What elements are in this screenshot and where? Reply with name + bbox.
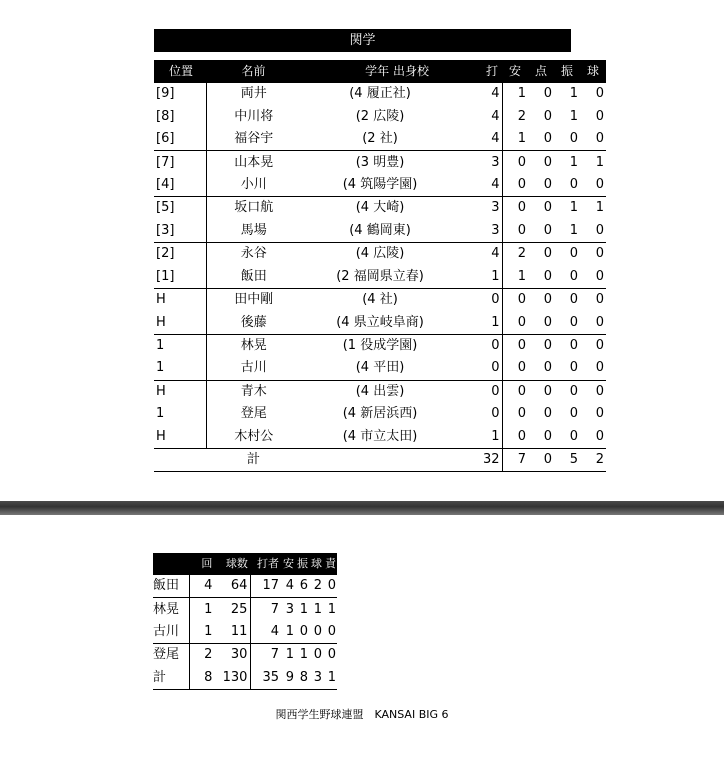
batter-school: (2 広陵)	[355, 108, 405, 124]
batter-rbi: 0	[528, 288, 554, 311]
batter-position: H	[156, 428, 166, 444]
total-hits: 7	[502, 449, 528, 472]
batter-at-bats: 1	[459, 311, 502, 334]
batter-hits: 1	[517, 268, 526, 284]
batter-hits: 2	[502, 243, 528, 266]
pitcher-row	[153, 644, 337, 667]
batter-hits: 0	[502, 288, 528, 311]
batter-strikeouts: 0	[554, 334, 580, 357]
batter-school: (2 福岡県立春)	[336, 268, 424, 284]
batter-position: [2]	[154, 243, 206, 266]
batter-name: 坂口航	[206, 197, 301, 220]
batter-hits: 0	[517, 176, 526, 192]
pitcher-pitch-count: 11	[215, 621, 251, 644]
batter-walks: 0	[580, 243, 606, 266]
batter-name: 永谷	[206, 243, 301, 266]
pitcher-name: 林晃	[153, 598, 190, 621]
batter-hits: 0	[517, 360, 526, 376]
header-walks: 球	[309, 553, 323, 575]
batter-name: 馬場	[206, 220, 301, 243]
header-pitcher	[153, 553, 190, 575]
header-hits-allowed: 安	[281, 553, 295, 575]
header-hits: 安	[502, 60, 528, 83]
batter-position: [7]	[154, 151, 206, 174]
total-at-bats: 32	[459, 449, 502, 472]
batter-row	[154, 151, 606, 174]
batter-school: (2 社)	[362, 131, 398, 147]
batter-rbi: 0	[528, 197, 554, 220]
pitcher-batters-faced: 35	[251, 667, 281, 690]
batter-name: 後藤	[206, 311, 301, 334]
pitcher-name: 計	[153, 667, 190, 690]
pitcher-name: 登尾	[153, 644, 190, 667]
batter-walks: 0	[580, 83, 606, 106]
batter-walks: 0	[595, 268, 604, 284]
batter-school: (4 新居浜西)	[342, 406, 418, 422]
total-spacer	[301, 449, 459, 472]
batter-school: (4 筑陽学園)	[342, 176, 418, 192]
pitcher-hits: 4	[281, 575, 295, 598]
batter-rbi: 0	[543, 314, 552, 330]
header-batters-faced: 打者	[251, 553, 281, 575]
batter-walks: 0	[580, 288, 606, 311]
batter-row	[154, 197, 606, 220]
batter-position: [3]	[156, 222, 175, 238]
batter-walks: 0	[580, 380, 606, 403]
batter-row	[154, 105, 606, 127]
batter-name: 木村公	[206, 426, 301, 449]
pitcher-strikeouts: 1	[299, 647, 308, 663]
batter-walks: 0	[580, 334, 606, 357]
batter-rbi: 0	[528, 243, 554, 266]
pitcher-strikeouts: 1	[299, 601, 308, 617]
pitcher-walks: 0	[313, 647, 322, 663]
batter-row	[154, 380, 606, 403]
batter-at-bats: 0	[459, 288, 502, 311]
pitcher-walks: 3	[309, 667, 323, 690]
batter-rbi: 0	[543, 131, 552, 147]
pitcher-walks: 0	[309, 621, 323, 644]
pitcher-earned-runs: 0	[327, 647, 336, 663]
batter-rbi: 0	[543, 176, 552, 192]
batter-walks: 0	[595, 314, 604, 330]
pitcher-hits: 1	[285, 647, 294, 663]
batter-school: (4 履正社)	[301, 83, 459, 106]
batter-strikeouts: 0	[569, 360, 578, 376]
batter-position: [9]	[154, 83, 206, 106]
pitching-total-row	[153, 667, 337, 690]
batter-school: (4 社)	[301, 288, 459, 311]
pitcher-strikeouts: 0	[295, 621, 309, 644]
batter-position: [6]	[156, 131, 175, 147]
batter-rbi: 0	[528, 380, 554, 403]
batter-row	[154, 403, 606, 425]
header-strikeouts: 振	[295, 553, 309, 575]
batter-at-bats: 0	[459, 334, 502, 357]
batter-row	[154, 334, 606, 357]
pitcher-innings: 8	[190, 667, 216, 690]
section-divider	[0, 501, 724, 515]
pitcher-innings: 1	[204, 601, 213, 617]
batter-at-bats: 3	[459, 220, 502, 243]
pitcher-pitch-count: 30	[215, 644, 251, 667]
batter-name: 青木	[206, 380, 301, 403]
batter-school: (4 市立太田)	[342, 428, 418, 444]
batter-row	[154, 357, 606, 380]
batter-rbi: 0	[543, 360, 552, 376]
batter-walks: 1	[580, 151, 606, 174]
batting-header-row	[154, 60, 606, 83]
batter-strikeouts: 1	[569, 108, 578, 124]
pitcher-innings: 2	[204, 647, 213, 663]
batter-row	[154, 220, 606, 243]
header-name: 名前	[206, 60, 301, 83]
header-earned-runs: 責	[323, 553, 337, 575]
batter-at-bats: 3	[459, 151, 502, 174]
pitcher-earned-runs: 1	[327, 601, 336, 617]
pitcher-walks: 2	[309, 575, 323, 598]
pitcher-earned-runs: 0	[323, 575, 337, 598]
pitcher-name: 飯田	[153, 575, 190, 598]
batter-hits: 0	[502, 197, 528, 220]
pitcher-hits: 1	[281, 621, 295, 644]
pitcher-batters-faced: 4	[251, 621, 281, 644]
batter-at-bats: 1	[459, 426, 502, 449]
pitcher-walks: 1	[313, 601, 322, 617]
batter-hits: 0	[502, 151, 528, 174]
batter-rbi: 0	[543, 108, 552, 124]
batter-school: (1 役成学園)	[301, 334, 459, 357]
batter-strikeouts: 0	[569, 131, 578, 147]
footer-credit: 関西学生野球連盟 KANSAI BIG 6	[275, 708, 449, 721]
batter-row	[154, 128, 606, 151]
total-spacer	[154, 449, 206, 472]
pitcher-row	[153, 621, 337, 644]
batter-rbi: 0	[528, 83, 554, 106]
batter-rbi: 0	[528, 151, 554, 174]
batter-position: [8]	[156, 108, 175, 124]
pitcher-hits: 9	[281, 667, 295, 690]
batter-walks: 1	[580, 197, 606, 220]
pitcher-batters-faced: 17	[251, 575, 281, 598]
batter-hits: 2	[517, 108, 526, 124]
batter-position: 1	[156, 406, 165, 422]
batter-row	[154, 311, 606, 334]
total-rbi: 0	[528, 449, 554, 472]
header-walks: 球	[580, 60, 606, 83]
batter-at-bats: 1	[459, 266, 502, 289]
pitcher-innings: 1	[190, 621, 216, 644]
batter-strikeouts: 0	[569, 268, 578, 284]
batter-position: [5]	[154, 197, 206, 220]
batter-walks: 0	[595, 406, 604, 422]
batter-at-bats: 3	[459, 197, 502, 220]
batter-name: 小川	[206, 174, 301, 197]
batter-name: 林晃	[206, 334, 301, 357]
batter-hits: 0	[502, 380, 528, 403]
batter-hits: 0	[502, 334, 528, 357]
batter-strikeouts: 1	[554, 83, 580, 106]
batter-hits: 0	[517, 406, 526, 422]
batter-position: H	[154, 380, 206, 403]
batter-position: H	[156, 314, 166, 330]
batter-school: (4 出雲)	[301, 380, 459, 403]
pitcher-strikeouts: 6	[295, 575, 309, 598]
batter-row	[154, 288, 606, 311]
batter-walks: 0	[595, 428, 604, 444]
header-pitch-count: 球数	[215, 553, 251, 575]
batter-at-bats: 4	[459, 83, 502, 106]
batter-strikeouts: 1	[569, 222, 578, 238]
batter-school: (4 平田)	[355, 360, 405, 376]
batter-strikeouts: 0	[554, 243, 580, 266]
batter-name: 古川	[206, 357, 301, 380]
pitcher-earned-runs: 0	[323, 621, 337, 644]
batter-school: (4 広陵)	[301, 243, 459, 266]
batter-walks: 0	[595, 131, 604, 147]
pitching-table	[153, 553, 337, 690]
batter-name: 福谷宇	[206, 128, 301, 151]
pitcher-pitch-count: 25	[215, 598, 251, 621]
batter-position: H	[154, 288, 206, 311]
batter-position: 1	[156, 360, 165, 376]
batter-strikeouts: 0	[554, 288, 580, 311]
header-innings: 回	[190, 553, 216, 575]
batter-row	[154, 266, 606, 289]
batter-school: (3 明豊)	[301, 151, 459, 174]
batter-walks: 0	[595, 108, 604, 124]
batter-name: 中川将	[206, 105, 301, 127]
header-position: 位置	[154, 60, 206, 83]
total-walks: 2	[580, 449, 606, 472]
batter-position: [1]	[156, 268, 175, 284]
pitcher-batters-faced: 7	[270, 601, 280, 617]
batting-total-row	[154, 449, 606, 472]
total-label: 計	[206, 449, 301, 472]
batter-walks: 0	[595, 176, 604, 192]
batter-walks: 0	[595, 360, 604, 376]
pitcher-strikeouts: 8	[295, 667, 309, 690]
pitcher-hits: 3	[285, 601, 294, 617]
total-strikeouts: 5	[554, 449, 580, 472]
batter-name: 山本晃	[206, 151, 301, 174]
batter-school: (4 鶴岡東)	[349, 222, 411, 238]
batter-strikeouts: 0	[569, 406, 578, 422]
batter-strikeouts: 1	[554, 197, 580, 220]
team-title: 関学	[154, 29, 571, 52]
pitching-header-row	[153, 553, 337, 575]
batter-at-bats: 0	[459, 403, 502, 425]
batter-strikeouts: 0	[569, 428, 578, 444]
batter-name: 登尾	[206, 403, 301, 425]
batter-rbi: 0	[543, 268, 552, 284]
batter-at-bats: 4	[459, 105, 502, 127]
batter-hits: 0	[517, 314, 526, 330]
batter-at-bats: 4	[459, 174, 502, 197]
batter-strikeouts: 1	[554, 151, 580, 174]
pitcher-innings: 4	[190, 575, 216, 598]
batter-row	[154, 174, 606, 197]
pitcher-row	[153, 598, 337, 621]
batter-row	[154, 83, 606, 106]
batting-table	[154, 60, 606, 472]
batter-hits: 0	[517, 222, 526, 238]
batter-name: 両井	[206, 83, 301, 106]
pitcher-earned-runs: 1	[323, 667, 337, 690]
header-rbi: 点	[528, 60, 554, 83]
batter-strikeouts: 0	[569, 176, 578, 192]
header-school: 学年 出身校	[301, 60, 459, 83]
pitcher-name: 古川	[153, 621, 190, 644]
batter-at-bats: 0	[459, 380, 502, 403]
header-strikeouts: 振	[554, 60, 580, 83]
batter-school: (4 県立岐阜商)	[336, 314, 424, 330]
header-at-bats: 打	[459, 60, 502, 83]
batter-rbi: 0	[528, 334, 554, 357]
batter-at-bats: 4	[459, 128, 502, 151]
batter-hits: 1	[502, 83, 528, 106]
batter-name: 飯田	[206, 266, 301, 289]
batter-strikeouts: 0	[569, 314, 578, 330]
batter-position: 1	[154, 334, 206, 357]
batter-at-bats: 4	[459, 243, 502, 266]
batter-name: 田中剛	[206, 288, 301, 311]
batter-rbi: 0	[543, 428, 552, 444]
pitcher-batters-faced: 7	[270, 647, 280, 663]
batter-school: (4 大崎)	[301, 197, 459, 220]
batter-strikeouts: 0	[554, 380, 580, 403]
pitcher-pitch-count: 130	[215, 667, 251, 690]
batter-at-bats: 0	[459, 357, 502, 380]
batter-rbi: 0	[543, 222, 552, 238]
pitcher-row	[153, 575, 337, 598]
batter-row	[154, 426, 606, 449]
batter-hits: 0	[517, 428, 526, 444]
batter-hits: 1	[517, 131, 526, 147]
batter-walks: 0	[595, 222, 604, 238]
batter-rbi: 0	[543, 406, 552, 422]
batter-position: [4]	[156, 176, 175, 192]
batter-row	[154, 243, 606, 266]
pitcher-pitch-count: 64	[215, 575, 251, 598]
